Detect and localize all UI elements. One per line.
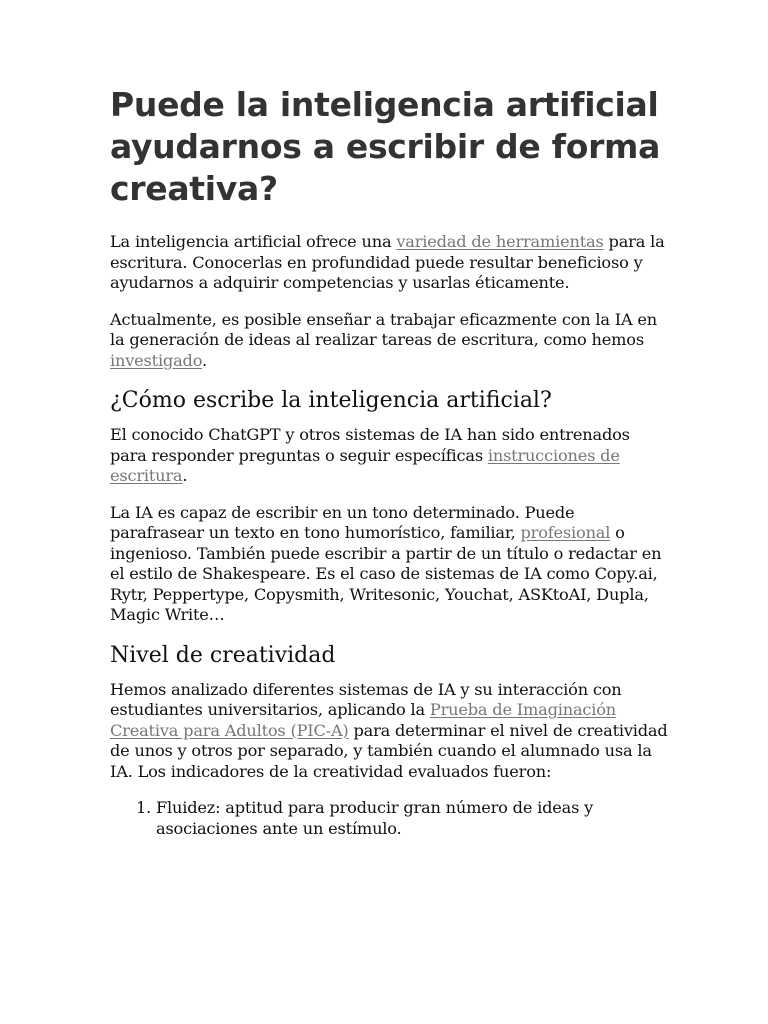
paragraph-text: El conocido ChatGPT y otros sistemas de IA han sido entrenados para responder preguntas o seguir específicas: [110, 425, 630, 465]
paragraph-text: .: [182, 466, 188, 485]
paragraph-tono: [110, 503, 670, 626]
paragraph-analisis: [110, 680, 670, 783]
paragraph-text: Hemos analizado diferentes sistemas de IA y su interacción con estudiantes universitarios, aplicando la: [110, 679, 622, 719]
link-profesional[interactable]: profesional: [520, 523, 611, 542]
list-item: 1. Fluidez: aptitud para producir gran número de ideas y asociaciones ante un estímulo.: [156, 798, 670, 839]
paragraph-actualmente: [110, 310, 670, 372]
link-prueba-pic-a[interactable]: Prueba de Imaginación Creativa para Adultos (PIC-A): [110, 700, 617, 740]
paragraph-text: La inteligencia artificial ofrece una: [110, 232, 397, 251]
section-heading-nivel-creatividad: Nivel de creatividad: [110, 642, 336, 668]
section-heading-como-escribe: ¿Cómo escribe la inteligencia artificial?: [110, 388, 552, 413]
paragraph-intro: [110, 232, 670, 294]
paragraph-text: .: [201, 350, 207, 370]
creativity-indicators-list: [110, 798, 670, 839]
paragraph-chatgpt: [110, 425, 670, 487]
paragraph-text: para la escritura. Conocerlas en profundidad puede resultar beneficioso y ayudarnos a adquirir competencias y usarlas éticamente.: [110, 232, 665, 292]
link-instrucciones-escritura[interactable]: instrucciones de escritura: [110, 445, 620, 485]
paragraph-text: Actualmente, es posible enseñar a trabajar eficazmente con la IA en la generación de ideas al realizar tareas de escritura, como hemos: [110, 309, 658, 349]
paragraph-text: La IA es capaz de escribir en un tono determinado. Puede parafrasear un texto en tono humorístico, familiar,: [110, 502, 575, 542]
link-investigado[interactable]: investigado: [110, 350, 202, 370]
article-title: Puede la inteligencia artificial ayudarnos a escribir de forma creativa?: [110, 85, 661, 208]
link-variedad-herramientas[interactable]: variedad de herramientas: [396, 232, 604, 251]
article: [110, 84, 670, 855]
paragraph-text: para determinar el nivel de creatividad de unos y otros por separado, y también cuando el alumnado usa la IA. Los indicadores de la creatividad evaluados fueron:: [110, 720, 668, 781]
paragraph-text: o ingenioso. También puede escribir a partir de un título o redactar en el estilo de Shakespeare. Es el caso de sistemas de IA como Copy.ai, Rytr, Peppertype, Copysmith, Writesonic, Youchat, ASKtoAI, Dupla, Magic Write…: [110, 523, 662, 624]
